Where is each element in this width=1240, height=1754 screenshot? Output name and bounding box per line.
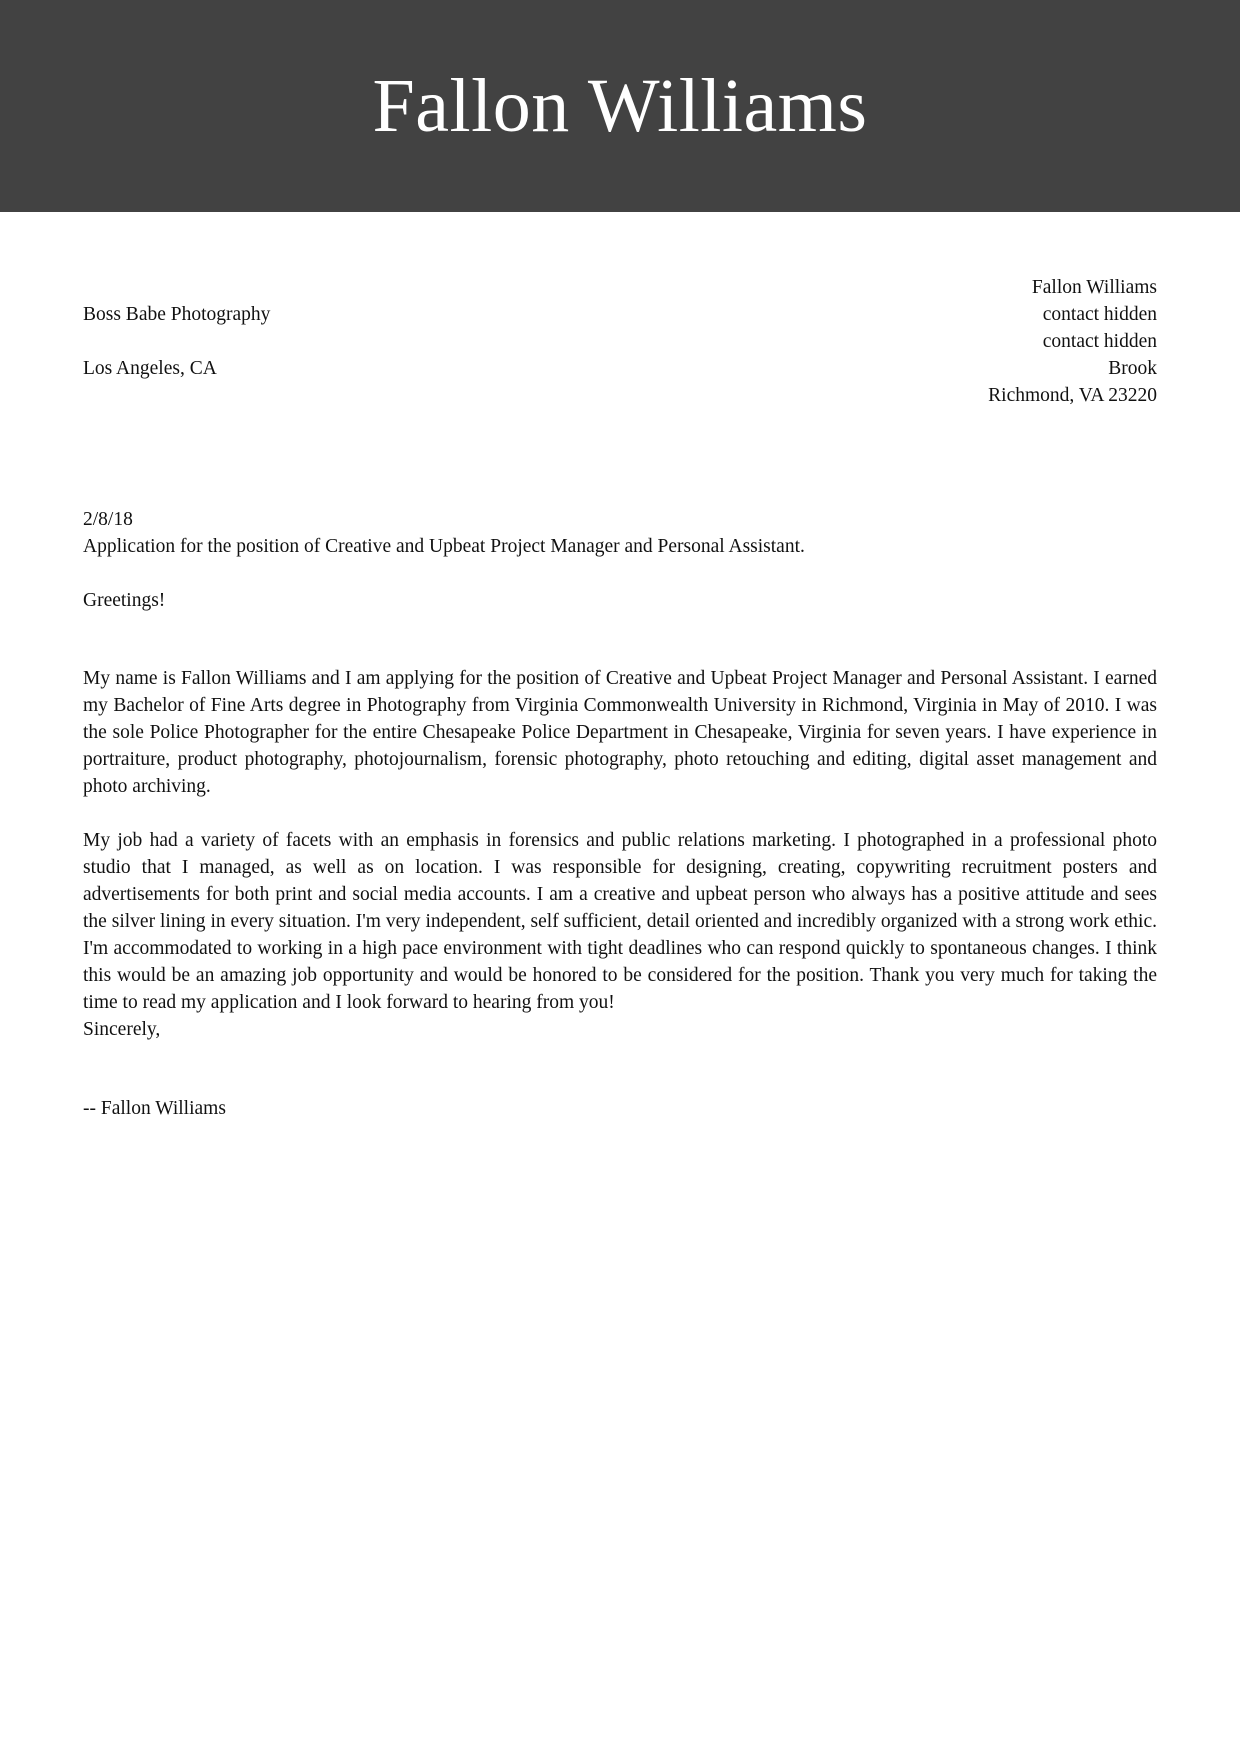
- recipient-address-block: [83, 274, 270, 409]
- page-title: Fallon Williams: [372, 64, 868, 148]
- letter-salutation: Greetings!: [83, 590, 166, 611]
- sender-address-line: Fallon Williams: [1031, 277, 1157, 298]
- letter-paragraph: My job had a variety of facets with an emphasis in forensics and public relations marketing. I photographed in a professional photo studio that I managed, as well as on location. I was responsible for designing, creating, copywriting recruitment posters and advertisements for both print and social media accounts. I am a creative and upbeat person who always has a positive attitude and sees the silver lining in every situation. I'm very independent, self sufficient, detail oriented and incredibly organized with a strong work ethic. I'm accommodated to working in a high pace environment with tight deadlines who can respond quickly to spontaneous changes. I think this would be an amazing job opportunity and would be honored to be considered for the position. Thank you very much for taking the time to read my application and I look forward to hearing from you!: [83, 830, 1157, 1013]
- recipient-address-line: Los Angeles, CA: [83, 358, 217, 379]
- letter-paragraph: My name is Fallon Williams and I am applying for the position of Creative and Upbeat Project Manager and Personal Assistant. I earned my Bachelor of Fine Arts degree in Photography from Virginia Commonwealth University in Richmond, Virginia in May of 2010. I was the sole Police Photographer for the entire Chesapeake Police Department in Chesapeake, Virginia for seven years. I have experience in portraiture, product photography, photojournalism, forensic photography, photo retouching and editing, digital asset management and photo archiving.: [83, 668, 1157, 797]
- sender-address-line: contact hidden: [1042, 304, 1157, 325]
- letter-page-body: [0, 212, 1240, 1122]
- recipient-address-line: Boss Babe Photography: [83, 304, 271, 325]
- letter-body: [83, 665, 1157, 1016]
- letter-subject-line: Application for the position of Creative and Upbeat Project Manager and Personal Assistant.: [83, 536, 805, 557]
- letter-meta-block: [83, 506, 1157, 560]
- letter-signature: -- Fallon Williams: [83, 1098, 226, 1119]
- document-header-banner: [0, 0, 1240, 212]
- address-block: [83, 212, 1157, 409]
- letter-date: 2/8/18: [83, 509, 133, 530]
- sender-address-line: contact hidden: [1042, 331, 1157, 352]
- sender-address-line: Richmond, VA 23220: [988, 385, 1157, 406]
- sender-address-block: [988, 274, 1157, 409]
- letter-closing: Sincerely,: [83, 1019, 161, 1040]
- sender-address-line: Brook: [1108, 358, 1157, 379]
